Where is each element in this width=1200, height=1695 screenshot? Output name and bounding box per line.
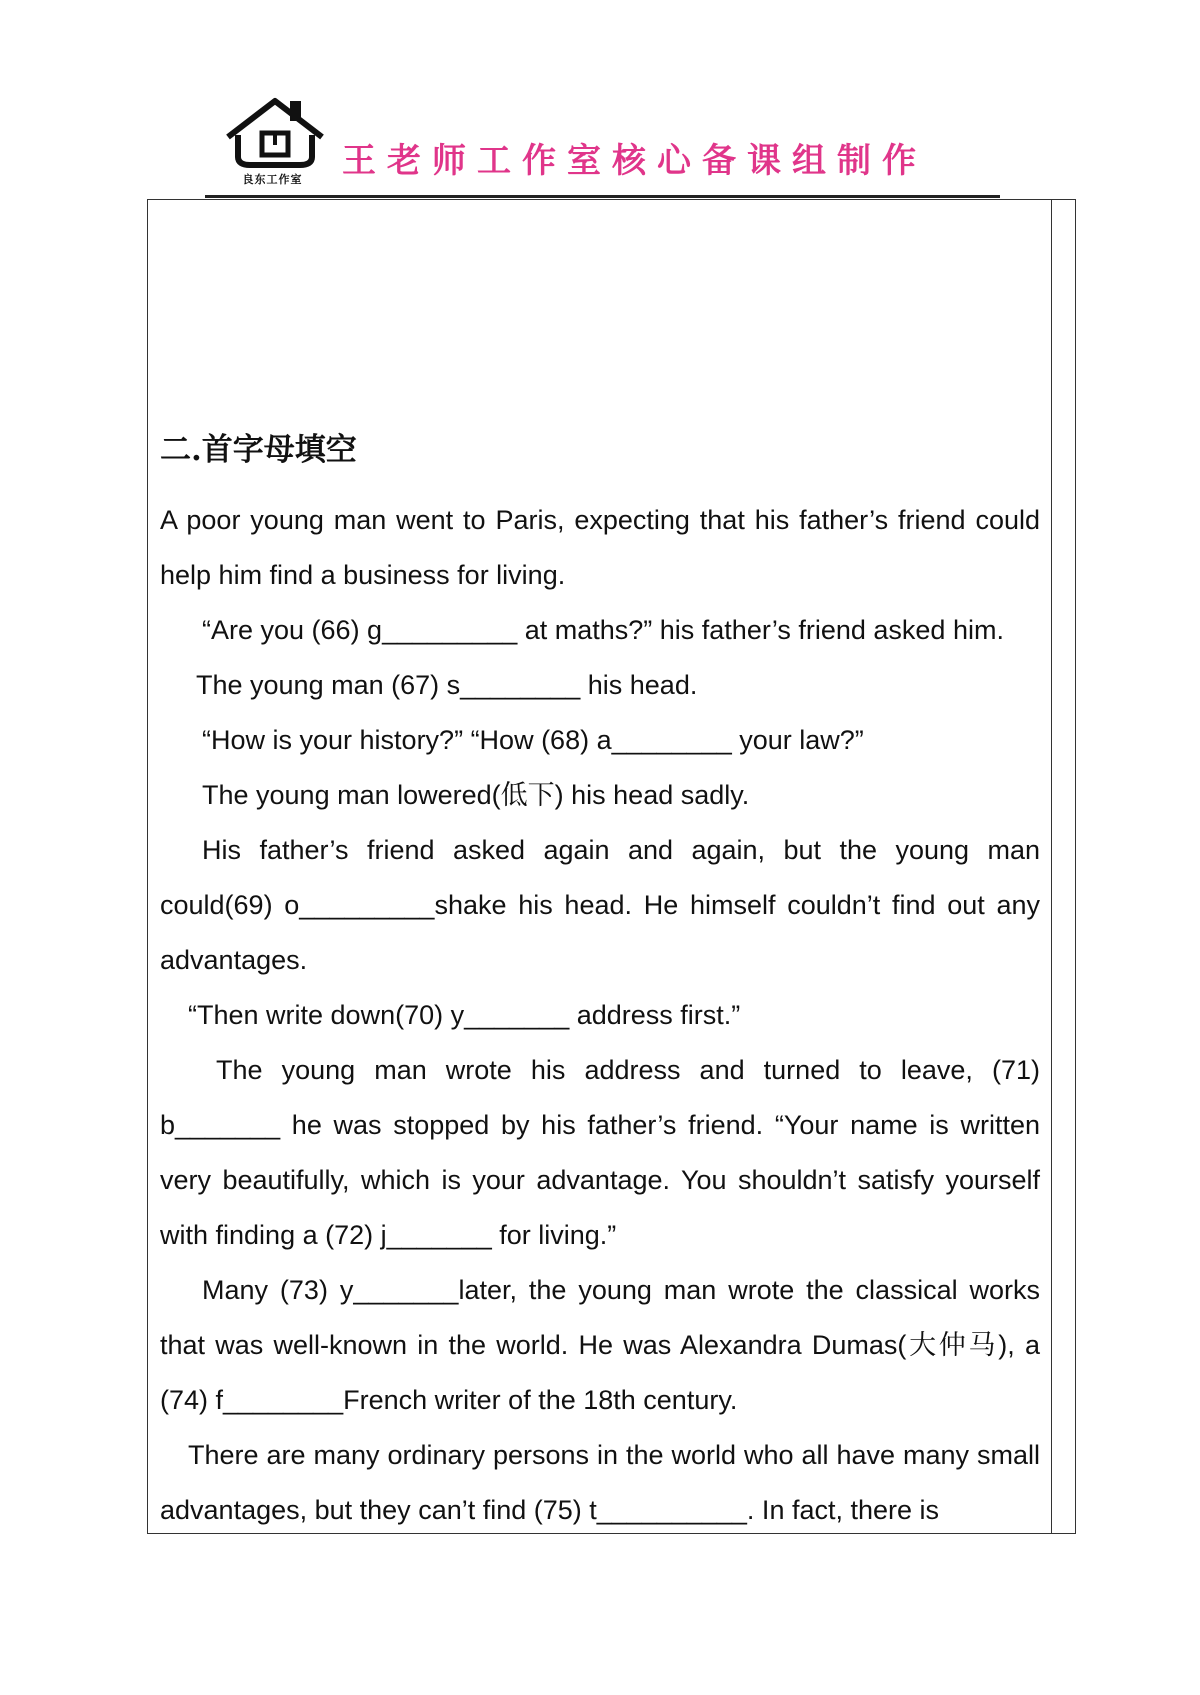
passage-paragraph: The young man (67) s________ his head. (196, 670, 698, 700)
passage-paragraph: “Are you (66) g_________ at maths?” his father’s friend asked him. (202, 615, 1004, 645)
passage-paragraph: The young man wrote his address and turned to leave, (71) b_______ he was stopped by his father’s friend. “Your name is written very beautifully, which is your advantage. You shouldn’t satisfy yourself with finding a (72) j_______ for living.” (160, 1055, 1048, 1250)
content-area (160, 425, 1048, 1538)
passage-paragraph: Many (73) y_______later, the young man wrote the classical works that was well-known in the world. He was Alexandra Dumas(大仲马), a (74) f________French writer of the 18th century. (160, 1275, 1048, 1415)
passage-paragraph: The young man lowered(低下) his head sadly. (202, 780, 750, 810)
section-title: 二.首字母填空 (160, 432, 357, 468)
frame-inner-border (1051, 199, 1052, 1534)
passage-paragraph: There are many ordinary persons in the world who all have many small advantages, but they can’t find (75) t__________. In fact, there is (160, 1440, 1048, 1525)
passage-paragraph: A poor young man went to Paris, expecting that his father’s friend could help him find a business for living. (160, 505, 1048, 590)
page-header (205, 95, 1005, 200)
header-divider (205, 195, 1000, 198)
studio-title: 王老师工作室核心备课组制作 (342, 141, 927, 181)
passage-paragraph: “Then write down(70) y_______ address first.” (188, 1000, 741, 1030)
passage-paragraph: “How is your history?” “How (68) a________ your law?” (202, 725, 864, 755)
logo-caption: 良东工作室 (242, 173, 303, 186)
passage-paragraph: His father’s friend asked again and again, but the young man could(69) o_________shake his head. He himself couldn’t find out any advantages. (160, 835, 1048, 975)
